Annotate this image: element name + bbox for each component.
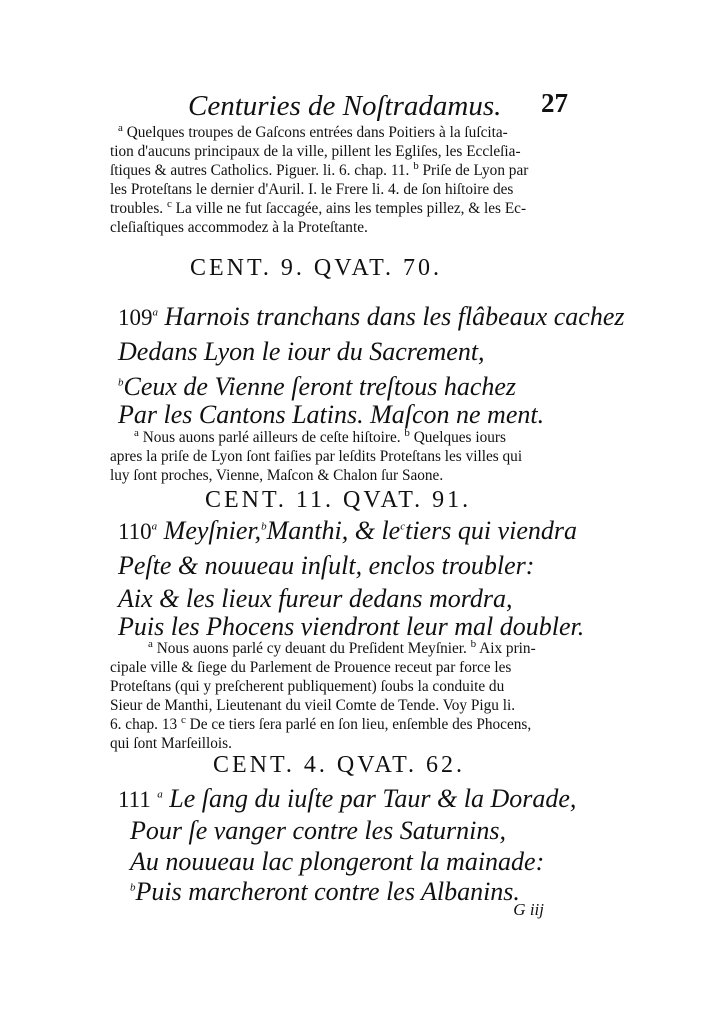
verse-line: Au nouueau lac plongeront la mainade:: [130, 847, 545, 876]
verse-line: Peſte & nouueau inſult, enclos troubler:: [118, 551, 535, 580]
verse-line: Puis les Phocens viendront leur mal doubler.: [118, 612, 585, 641]
note-line: 6. chap. 13 $^c$ De ce tiers ſera parlé en ſon lieu, enſemble des Phocens,: [110, 713, 532, 733]
verse-line: $^b$Puis marcheront contre les Albanins.: [130, 877, 520, 906]
intro-note-line: les Proteſtans le dernier d'Auril. I. le Frere li. 4. de ſon hiſtoire des: [110, 181, 514, 198]
note-line: qui ſont Marſeillois.: [110, 735, 232, 752]
page-number: 27: [541, 88, 568, 118]
intro-note-line: troubles. $^c$ La ville ne fut ſaccagée, ains les temples pillez, & les Ec-: [110, 197, 527, 217]
quatrain-heading: CENT. 4. QVAT. 62.: [213, 752, 465, 778]
intro-note-line: $^a$ Quelques troupes de Gaſcons entrées dans Poitiers à la ſuſcita-: [118, 121, 508, 141]
verse-line: Par les Cantons Latins. Maſcon ne ment.: [118, 400, 545, 429]
verse-line: Aix & les lieux fureur dedans mordra,: [118, 584, 513, 613]
quatrain-number: 111: [118, 787, 151, 812]
intro-note-line: tion d'aucuns principaux de la ville, pillent les Egliſes, les Eccleſia-: [110, 143, 521, 160]
quatrain-heading: CENT. 11. QVAT. 91.: [205, 487, 472, 513]
note-line: Proteſtans (qui y preſcherent publiquement) ſoubs la conduite du: [110, 678, 505, 695]
note-mark: b: [413, 159, 419, 172]
quatrain-heading: CENT. 9. QVAT. 70.: [190, 255, 442, 281]
quatrain-number: 110: [118, 519, 152, 544]
quatrain-number: 109: [118, 305, 153, 330]
note-line: Sieur de Manthi, Lieutenant du vieil Comte de Tende. Voy Pigu li.: [110, 697, 516, 714]
intro-note-line: ſtiques & autres Catholics. Piguer. li. 6. chap. 11. $^b$ Priſe de Lyon par: [110, 159, 529, 179]
note-line: $^a$ Nous auons parlé cy deuant du Preſident Meyſnier. $^b$ Aix prin-: [148, 637, 536, 657]
note-mark: c: [166, 197, 172, 210]
signature-mark: G iij: [513, 900, 544, 919]
note-line: apres la priſe de Lyon ſont faiſies par leſdits Proteſtans les villes qui: [110, 448, 523, 465]
intro-note-line: cleſiaſtiques accommodez à la Proteſtante.: [110, 219, 368, 236]
note-line: luy ſont proches, Vienne, Maſcon & Chalon ſur Saone.: [110, 467, 444, 484]
verse-line: 111 $^a$ Le ſang du iuſte par Taur & la Dorade,: [118, 784, 577, 813]
verse-line: $^b$Ceux de Vienne ſeront treſtous hachez: [118, 372, 517, 401]
verse-line: 109$^a$ Harnois tranchans dans les flâbeaux cachez: [118, 302, 625, 331]
verse-line: 110$^a$ Meyſnier,$^b$Manthi, & $le^ctiers$ qui viendra: [118, 516, 577, 545]
verse-line: Dedans Lyon le iour du Sacrement,: [118, 337, 485, 366]
note-mark: a: [118, 121, 123, 134]
running-header: Centuries de Noſtradamus.: [188, 90, 502, 122]
note-line: cipale ville & ſiege du Parlement de Prouence receut par force les: [110, 659, 512, 676]
verse-line: Pour ſe vanger contre les Saturnins,: [130, 816, 506, 845]
note-line: $^a$ Nous auons parlé ailleurs de ceſte hiſtoire. $^b$ Quelques iours: [134, 426, 506, 446]
